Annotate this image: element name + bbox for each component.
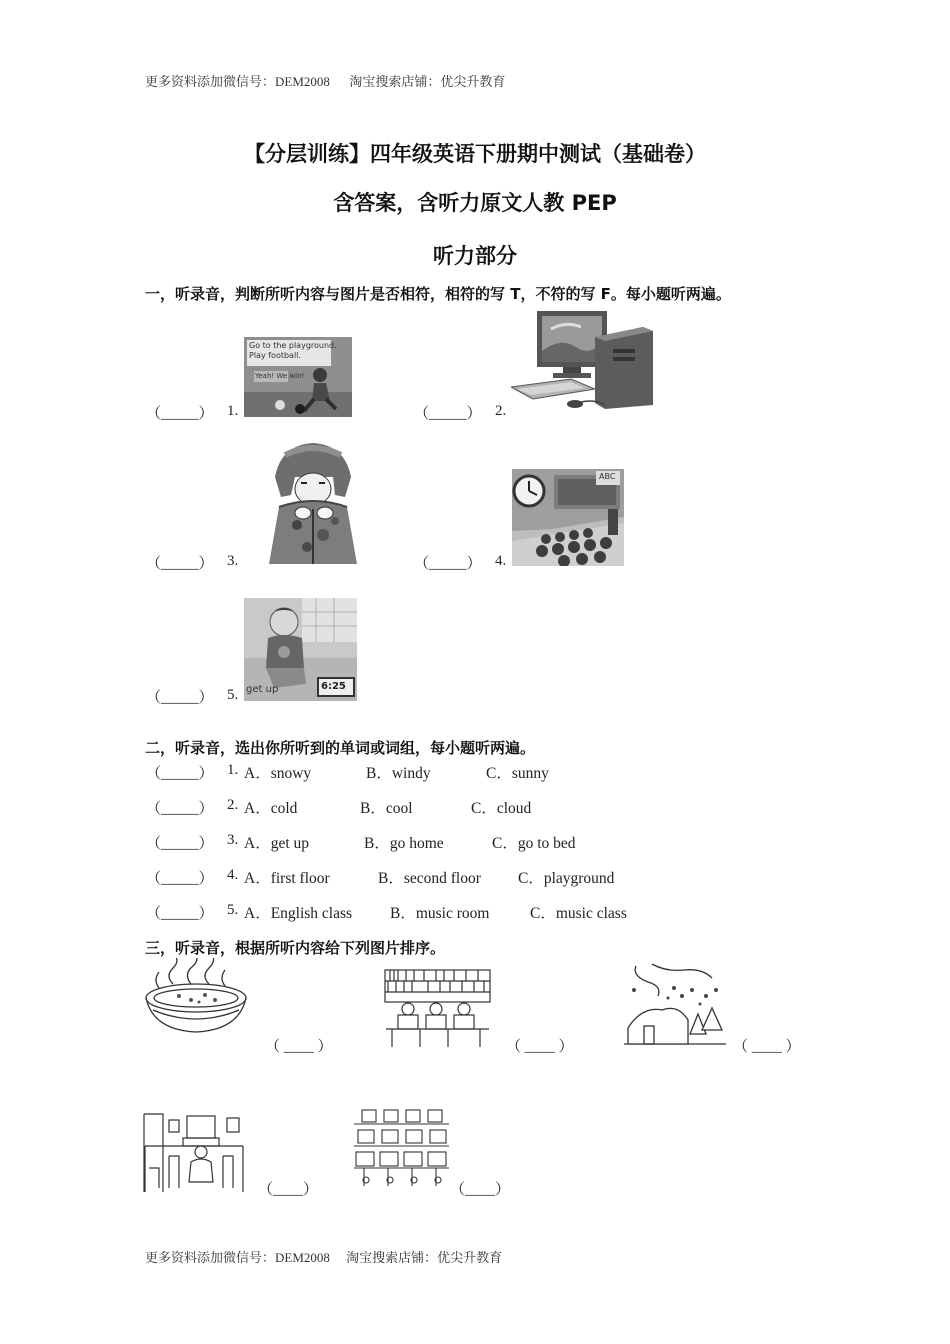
part1-heading: 一，听录音，判断所听内容与图片是否相符，相符的写 T，不符的写 F。每小题听两遍。 <box>145 285 731 303</box>
computer-room-picture <box>354 1108 449 1189</box>
item-number: 3. <box>227 553 239 569</box>
order-blank[interactable]: （____） <box>258 1182 319 1198</box>
page-title: 【分层训练】四年级英语下册期中测试（基础卷） <box>244 142 706 166</box>
order-blank[interactable]: （ ____ ） <box>733 1039 801 1055</box>
library-reading-picture <box>384 969 491 1049</box>
option-b: B．music room <box>390 905 490 922</box>
order-blank[interactable]: （ ____ ） <box>265 1039 333 1055</box>
option-a: A．snowy <box>244 765 312 782</box>
part3-heading: 三，听录音，根据所听内容给下列图片排序。 <box>145 939 446 957</box>
option-c: C．go to bed <box>492 835 576 852</box>
option-c: C．sunny <box>486 765 549 782</box>
option-b: B．cool <box>360 800 413 817</box>
question-number: 2. <box>227 797 239 813</box>
option-c: C．music class <box>530 905 627 922</box>
order-blank[interactable]: （ ____ ） <box>506 1039 574 1055</box>
picture-caption: Yeah! We win! <box>255 372 305 380</box>
option-b: B．second floor <box>378 870 481 887</box>
question-number: 4. <box>227 867 239 883</box>
footer-text: 更多资料添加微信号：DEM2008 淘宝搜索店铺：优尖升教育 <box>145 1250 503 1265</box>
item-number: 5. <box>227 687 239 703</box>
warm-coat-child-picture <box>245 437 378 564</box>
option-a: A．get up <box>244 835 310 852</box>
question-number: 5. <box>227 902 239 918</box>
answer-blank[interactable]: （_____） <box>146 906 214 922</box>
picture-caption: ABC <box>599 472 616 481</box>
option-c: C．playground <box>518 870 615 887</box>
picture-caption: Play football. <box>249 351 301 360</box>
part2-heading: 二，听录音，选出你所听到的单词或词组，每小题听两遍。 <box>145 739 536 757</box>
picture-caption: get up <box>246 684 279 695</box>
question-number: 1. <box>227 762 239 778</box>
option-b: B．windy <box>366 765 431 782</box>
answer-blank[interactable]: （_____） <box>146 836 214 852</box>
option-a: A．English class <box>244 905 353 922</box>
playground-football-picture <box>244 337 352 417</box>
item-number: 4. <box>495 553 507 569</box>
answer-blank[interactable]: （_____） <box>414 406 482 422</box>
section-title-listening: 听力部分 <box>433 244 517 268</box>
question-number: 3. <box>227 832 239 848</box>
answer-blank[interactable]: （_____） <box>146 801 214 817</box>
computer-picture <box>511 309 657 413</box>
option-c: C．cloud <box>471 800 532 817</box>
answer-blank[interactable]: （_____） <box>146 556 214 572</box>
page-subtitle: 含答案，含听力原文人教 PEP <box>333 191 617 215</box>
item-number: 1. <box>227 403 239 419</box>
clock-classroom-picture <box>512 469 624 566</box>
option-a: A．first floor <box>244 870 330 887</box>
clock-time: 6:25 <box>321 681 346 692</box>
answer-blank[interactable]: （_____） <box>414 556 482 572</box>
boy-get-up-picture <box>244 598 357 701</box>
option-a: A．cold <box>244 800 298 817</box>
item-number: 2. <box>495 403 507 419</box>
answer-blank[interactable]: （_____） <box>146 871 214 887</box>
snowy-house-picture <box>622 960 727 1047</box>
option-b: B．go home <box>364 835 444 852</box>
picture-caption: Go to the playground. <box>249 341 337 350</box>
header-text: 更多资料添加微信号：DEM2008 淘宝搜索店铺：优尖升教育 <box>145 74 506 89</box>
teachers-office-picture <box>143 1112 246 1192</box>
answer-blank[interactable]: （_____） <box>146 690 214 706</box>
hot-soup-bowl-picture <box>143 958 250 1043</box>
order-blank[interactable]: （____） <box>450 1182 511 1198</box>
answer-blank[interactable]: （_____） <box>146 766 214 782</box>
answer-blank[interactable]: （_____） <box>146 406 214 422</box>
